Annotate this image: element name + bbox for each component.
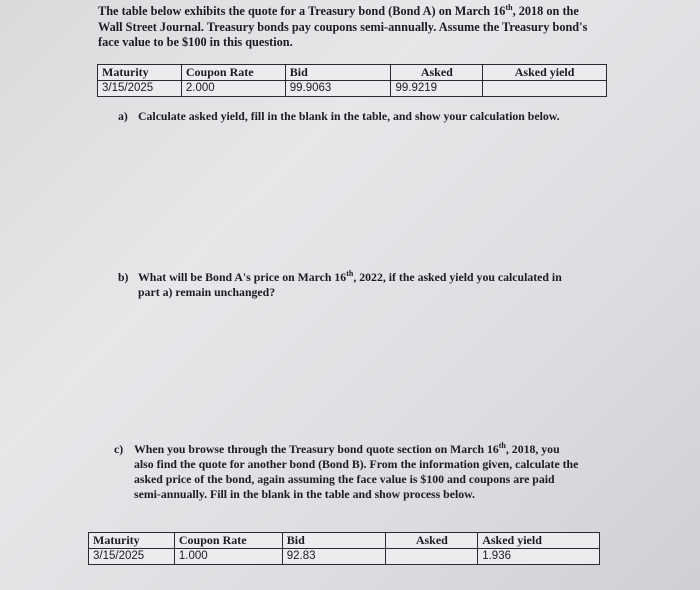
cell-asked: 99.9219 xyxy=(391,81,483,97)
intro-paragraph xyxy=(98,4,618,51)
header-bid: Bid xyxy=(285,65,391,81)
header-bid: Bid xyxy=(282,533,386,549)
question-c-label: c) xyxy=(114,442,124,456)
header-asked: Asked xyxy=(386,533,478,549)
question-c xyxy=(114,442,614,502)
question-c-line-2: also find the quote for another bond (Bond B). From the information given, calculate the xyxy=(134,457,579,471)
cell-asked-yield: 1.936 xyxy=(478,549,600,565)
cell-coupon-rate: 2.000 xyxy=(181,81,285,97)
question-a-label: a) xyxy=(118,109,128,123)
question-a xyxy=(118,109,618,124)
header-coupon-rate: Coupon Rate xyxy=(181,65,285,81)
intro-line-3: face value to be $100 in this question. xyxy=(98,35,293,49)
question-b xyxy=(118,270,618,300)
intro-line-2: Wall Street Journal. Treasury bonds pay coupons semi-annually. Assume the Treasury bond's xyxy=(98,19,588,34)
question-b-label: b) xyxy=(118,270,129,284)
cell-coupon-rate: 1.000 xyxy=(174,549,282,565)
cell-bid: 92.83 xyxy=(282,549,386,565)
question-b-line-1: b) What will be Bond A's price on March 16th, 2022, if the asked yield you calculated in xyxy=(118,269,562,284)
header-asked-yield: Asked yield xyxy=(478,533,600,549)
header-maturity: Maturity xyxy=(98,65,182,81)
table-header-row xyxy=(89,533,600,549)
question-c-line-4: semi-annually. Fill in the blank in the table and show process below. xyxy=(134,487,475,501)
question-c-line-3: asked price of the bond, again assuming the face value is $100 and coupons are paid xyxy=(134,472,555,486)
header-coupon-rate: Coupon Rate xyxy=(174,533,282,549)
header-maturity: Maturity xyxy=(89,533,175,549)
cell-asked-blank[interactable] xyxy=(386,549,478,565)
table-row xyxy=(98,81,607,97)
bond-b-quote-table xyxy=(88,532,600,565)
intro-line-1: The table below exhibits the quote for a Treasury bond (Bond A) on March 16th, 2018 on the xyxy=(98,2,579,18)
cell-asked-yield-blank[interactable] xyxy=(483,81,607,97)
cell-maturity: 3/15/2025 xyxy=(89,549,175,565)
question-b-line-2: part a) remain unchanged? xyxy=(138,285,276,299)
question-c-line-1: c) When you browse through the Treasury bond quote section on March 16th, 2018, you xyxy=(114,441,560,456)
cell-maturity: 3/15/2025 xyxy=(98,81,182,97)
header-asked-yield: Asked yield xyxy=(483,65,607,81)
cell-bid: 99.9063 xyxy=(285,81,391,97)
table-row xyxy=(89,549,600,565)
bond-a-quote-table xyxy=(97,64,607,97)
header-asked: Asked xyxy=(391,65,483,81)
question-a-text: Calculate asked yield, fill in the blank in the table, and show your calculation below. xyxy=(138,109,560,123)
table-header-row xyxy=(98,65,607,81)
